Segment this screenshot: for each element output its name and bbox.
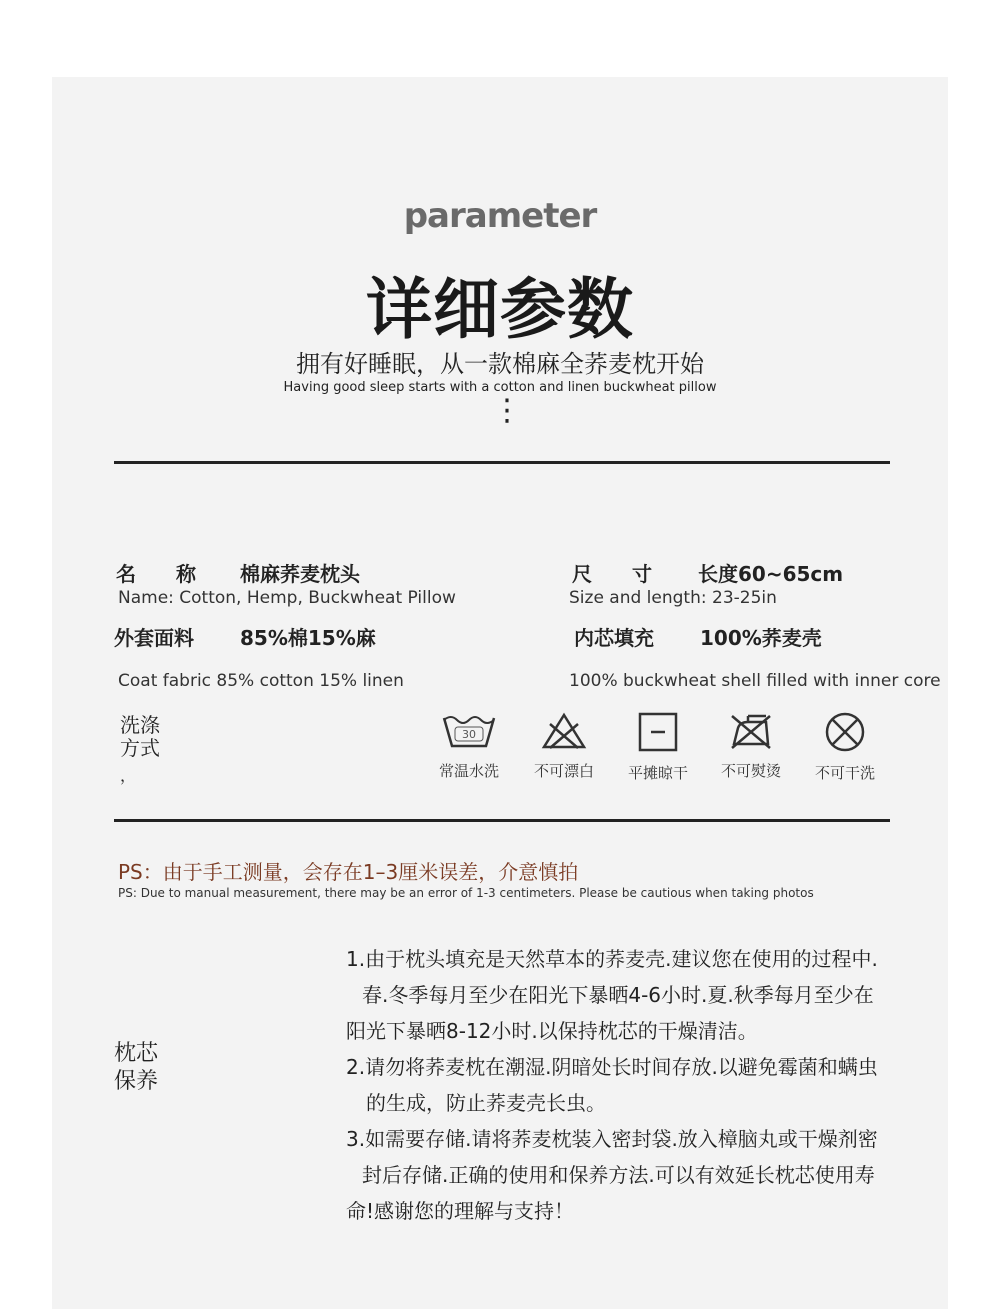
fabric-value: 85%棉15%麻: [240, 626, 376, 650]
wash-label-no-dry-clean: 不可干洗: [814, 764, 875, 782]
wash-label-normal: 常温水洗: [438, 762, 499, 780]
care-label: 枕芯保养: [114, 1041, 159, 1094]
care-line: 2.请勿将荞麦枕在潮湿.阴暗处长时间存放.以避免霉菌和螨虫: [346, 1055, 878, 1079]
wash-item-normal: [424, 712, 514, 781]
core-label: 内芯填充: [574, 626, 654, 650]
size-value: 长度60~65cm: [698, 562, 844, 586]
wash-temperature-number: 30: [462, 728, 476, 741]
care-line: 1.由于枕头填充是天然草本的荞麦壳.建议您在使用的过程中.: [346, 947, 878, 971]
slogan-english: Having good sleep starts with a cotton and linen buckwheat pillow: [283, 380, 717, 395]
care-line: 阳光下暴晒8-12小时.以保持枕芯的干燥清洁。: [346, 1019, 758, 1043]
divider-bottom: [114, 819, 890, 822]
wash-item-flat-dry: [613, 712, 703, 783]
ps-note-english: PS: Due to manual measurement, there may be an error of 1-3 centimeters. Please be cautious when taking photos: [118, 886, 814, 900]
wash-item-no-dry-clean: [800, 712, 890, 783]
washing-label: 洗涤方式: [120, 713, 160, 760]
care-line: 3.如需要存储.请将荞麦枕装入密封袋.放入樟脑丸或干燥剂密: [346, 1127, 878, 1151]
no-bleach-icon: [541, 712, 587, 750]
care-line: 封后存储.正确的使用和保养方法.可以有效延长枕芯使用寿: [362, 1163, 875, 1187]
name-english: Name: Cotton, Hemp, Buckwheat Pillow: [118, 588, 456, 608]
care-line: 命!感谢您的理解与支持！: [346, 1199, 575, 1223]
wash-item-no-bleach: [519, 712, 609, 781]
wash-label-flat-dry: 平摊晾干: [627, 764, 688, 782]
care-line: 的生成，防止荞麦壳长虫。: [366, 1091, 606, 1115]
divider-top: [114, 461, 890, 464]
no-dry-clean-icon: [823, 712, 867, 752]
wash-30-icon: [441, 712, 497, 750]
slogan-chinese: 拥有好睡眠，从一款棉麻全荞麦枕开始: [296, 350, 704, 378]
wash-label-no-iron: 不可熨烫: [720, 762, 781, 780]
name-label: 名 称: [116, 562, 196, 586]
fabric-label: 外套面料: [114, 626, 194, 650]
wash-label-no-bleach: 不可漂白: [533, 762, 594, 780]
page-title: 详细参数: [366, 271, 634, 348]
vertical-dots-icon: ⋮: [492, 393, 522, 428]
name-value: 棉麻荞麦枕头: [240, 562, 360, 586]
fabric-english: Coat fabric 85% cotton 15% linen: [118, 671, 404, 691]
care-line: 春.冬季每月至少在阳光下暴晒4-6小时.夏.秋季每月至少在: [362, 983, 874, 1007]
core-english: 100% buckwheat shell filled with inner core: [569, 671, 941, 691]
flat-dry-icon: [638, 712, 678, 752]
size-label: 尺 寸: [572, 562, 652, 586]
core-value: 100%荞麦壳: [700, 626, 822, 650]
size-english: Size and length: 23-25in: [569, 588, 777, 608]
english-title: parameter: [403, 196, 597, 236]
ps-note-chinese: PS：由于手工测量，会存在1–3厘米误差，介意慎拍: [118, 860, 579, 884]
washing-mark: ，: [120, 766, 137, 785]
no-iron-icon: [728, 712, 774, 750]
wash-item-no-iron: [706, 712, 796, 781]
